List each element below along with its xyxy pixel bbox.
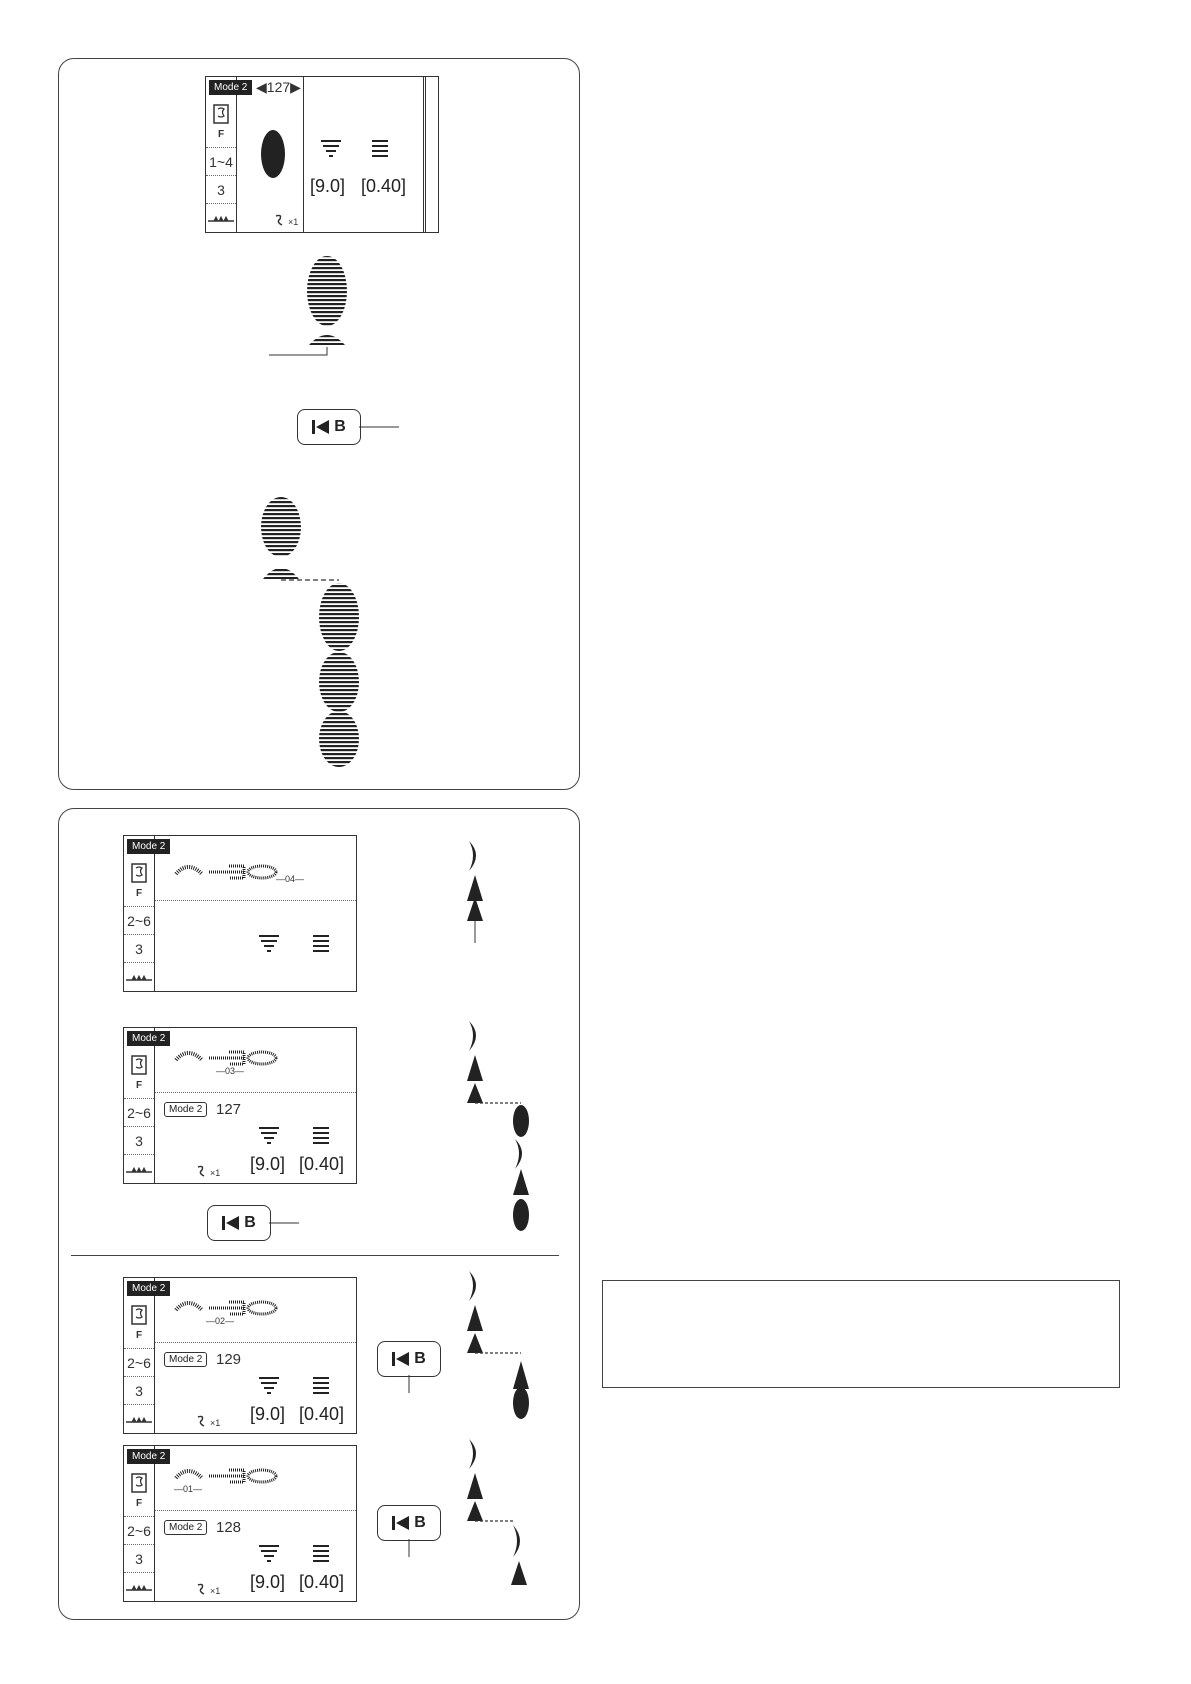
- top-panel: [58, 58, 580, 790]
- button-label: B: [414, 1514, 426, 1531]
- stitch-illustration-sequence: [259, 497, 409, 767]
- pattern-nav[interactable]: ◀127▶: [256, 79, 301, 95]
- stitch-illustration-2: [461, 1019, 541, 1239]
- stitch-width-icon: [258, 1126, 280, 1148]
- lcd-screen-3: [123, 1277, 357, 1434]
- note-box: [602, 1280, 1120, 1388]
- pattern-mode-box: Mode 2: [164, 1520, 207, 1535]
- mode-tag: Mode 2: [127, 1449, 170, 1464]
- callout-line: [407, 1375, 411, 1393]
- mode-tag: Mode 2: [209, 80, 252, 95]
- lcd-divider: [303, 77, 304, 232]
- back-button[interactable]: [377, 1341, 441, 1377]
- lcd-left-column: [124, 1446, 155, 1601]
- stitch-width-icon: [320, 139, 342, 161]
- stitch-length-icon: [310, 934, 332, 956]
- callout-line: [407, 1539, 411, 1557]
- lcd-screen-2: [123, 1027, 357, 1184]
- combination-preview: [174, 860, 284, 880]
- stitch-preview: [258, 129, 288, 179]
- feed-dog-icon: [124, 1166, 154, 1176]
- range-cell: 2~6: [124, 1100, 154, 1127]
- auto-lock-icon: [196, 1164, 210, 1178]
- combination-preview: [174, 1464, 284, 1484]
- back-to-start-icon: [222, 1216, 240, 1230]
- foot-label: F: [135, 1330, 143, 1341]
- tension-cell: 3: [124, 1378, 154, 1405]
- tension-cell: 3: [124, 936, 154, 963]
- lcd-dotted-divider: [155, 1510, 356, 1511]
- presser-foot-cell: [124, 1300, 154, 1349]
- lcd-screen-4: [123, 1445, 357, 1602]
- lcd-dotted-divider: [155, 1092, 356, 1093]
- lcd-left-column: [124, 1278, 155, 1433]
- tension-cell: 3: [124, 1128, 154, 1155]
- length-value[interactable]: [0.40]: [361, 176, 407, 196]
- lcd-scrollbar[interactable]: [423, 77, 426, 232]
- back-button[interactable]: [377, 1505, 441, 1541]
- lcd-dotted-divider: [155, 900, 356, 901]
- feed-dog-icon: [124, 1416, 154, 1426]
- mode-tag: Mode 2: [127, 1031, 170, 1046]
- pattern-mode-box: Mode 2: [164, 1352, 207, 1367]
- width-value[interactable]: [9.0]: [250, 1572, 286, 1592]
- stitch-illustration-4: [461, 1437, 541, 1597]
- presser-foot-icon: [129, 862, 149, 888]
- lcd-left-column: [206, 77, 237, 232]
- back-button[interactable]: [207, 1205, 271, 1241]
- presser-foot-icon: [129, 1304, 149, 1330]
- presser-foot-icon: [211, 103, 231, 129]
- mode-tag: Mode 2: [127, 839, 170, 854]
- stitch-width-icon: [258, 1376, 280, 1398]
- auto-lock-icon: [196, 1414, 210, 1428]
- repeat-count: ×1: [210, 1586, 221, 1596]
- foot-label: F: [135, 888, 143, 899]
- presser-foot-cell: [206, 99, 236, 148]
- stitch-length-icon: [310, 1544, 332, 1566]
- presser-foot-icon: [129, 1472, 149, 1498]
- pattern-number: 127: [216, 1101, 242, 1118]
- button-label: B: [244, 1214, 256, 1231]
- stitch-width-icon: [258, 934, 280, 956]
- length-value[interactable]: [0.40]: [299, 1572, 345, 1592]
- lcd-screen-top: [205, 76, 439, 233]
- range-cell: 1~4: [206, 149, 236, 176]
- stitch-illustration-3: [461, 1269, 541, 1429]
- lcd-left-column: [124, 836, 155, 991]
- width-value[interactable]: [9.0]: [250, 1154, 286, 1174]
- back-to-start-icon: [392, 1516, 410, 1530]
- lcd-left-column: [124, 1028, 155, 1183]
- combination-counter: —02—: [206, 1316, 235, 1326]
- width-value[interactable]: [9.0]: [250, 1404, 286, 1424]
- foot-label: F: [135, 1080, 143, 1091]
- bottom-panel: [58, 808, 580, 1620]
- combination-counter: —03—: [216, 1066, 245, 1076]
- auto-lock-icon: [274, 213, 288, 227]
- repeat-count: ×1: [288, 217, 299, 227]
- combination-counter: —04—: [276, 874, 305, 884]
- repeat-count: ×1: [210, 1418, 221, 1428]
- presser-foot-cell: [124, 1468, 154, 1517]
- combination-counter: —01—: [174, 1484, 203, 1494]
- length-value[interactable]: [0.40]: [299, 1404, 345, 1424]
- back-to-start-icon: [312, 420, 330, 434]
- lcd-dotted-divider: [155, 1342, 356, 1343]
- tension-cell: 3: [124, 1546, 154, 1573]
- section-separator: [71, 1255, 559, 1256]
- stitch-width-icon: [258, 1544, 280, 1566]
- stitch-length-icon: [369, 139, 391, 161]
- stitch-illustration-1: [461, 839, 501, 949]
- pattern-number: 128: [216, 1519, 242, 1536]
- stitch-illustration-single: [269, 255, 409, 365]
- feed-dog-icon: [124, 1584, 154, 1594]
- pattern-mode-box: Mode 2: [164, 1102, 207, 1117]
- presser-foot-cell: [124, 858, 154, 907]
- button-label: B: [334, 418, 346, 435]
- range-cell: 2~6: [124, 1350, 154, 1377]
- combination-preview: [174, 1296, 284, 1316]
- back-button[interactable]: [297, 409, 361, 445]
- callout-line: [359, 425, 399, 429]
- feed-dog-icon: [206, 215, 236, 225]
- foot-label: F: [135, 1498, 143, 1509]
- length-value[interactable]: [0.40]: [299, 1154, 345, 1174]
- foot-label: F: [217, 129, 225, 140]
- presser-foot-cell: [124, 1050, 154, 1099]
- tension-cell: 3: [206, 177, 236, 204]
- feed-dog-icon: [124, 974, 154, 984]
- stitch-length-icon: [310, 1126, 332, 1148]
- stitch-length-icon: [310, 1376, 332, 1398]
- range-cell: 2~6: [124, 1518, 154, 1545]
- mode-tag: Mode 2: [127, 1281, 170, 1296]
- back-to-start-icon: [392, 1352, 410, 1366]
- range-cell: 2~6: [124, 908, 154, 935]
- button-label: B: [414, 1350, 426, 1367]
- repeat-count: ×1: [210, 1168, 221, 1178]
- presser-foot-icon: [129, 1054, 149, 1080]
- auto-lock-icon: [196, 1582, 210, 1596]
- lcd-screen-1: [123, 835, 357, 992]
- pattern-number: 129: [216, 1351, 242, 1368]
- callout-line: [269, 1221, 299, 1225]
- width-value[interactable]: [9.0]: [310, 176, 346, 196]
- combination-preview: [174, 1046, 284, 1066]
